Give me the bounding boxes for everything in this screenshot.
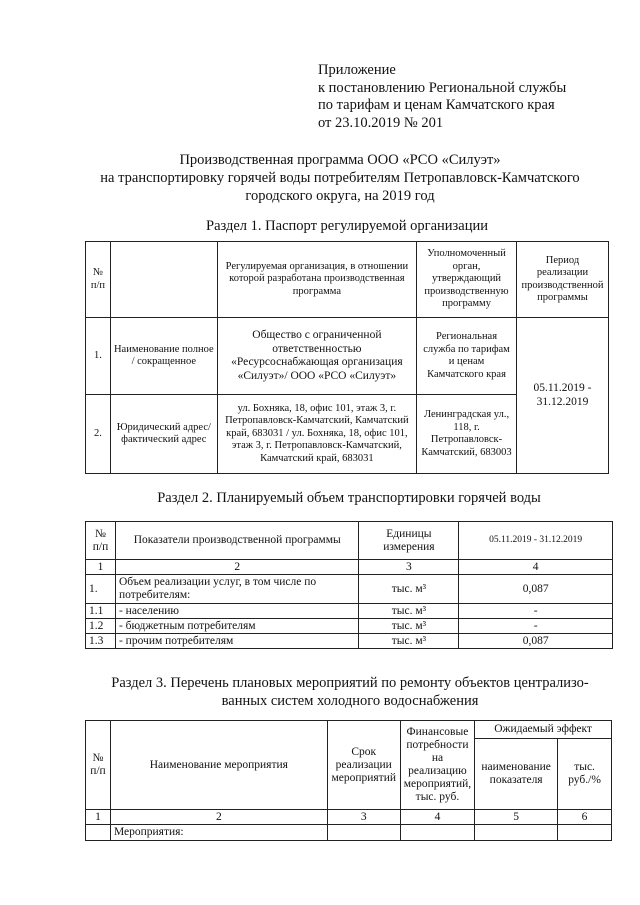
header-cell-authority: Уполномоченный орган, утверждающий производственную программу	[417, 242, 517, 318]
index-row	[86, 810, 612, 825]
row-value: -	[459, 619, 613, 634]
appendix-block	[318, 62, 566, 132]
row-name: - прочим потребителям	[115, 634, 359, 649]
header-cell-period: Период реализации производственной программы	[516, 242, 608, 318]
table-row	[86, 575, 613, 604]
row-num: 1.3	[86, 634, 116, 649]
index-cell: 3	[359, 560, 459, 575]
index-cell: 3	[327, 810, 400, 825]
title-line: городского округа, на 2019 год	[245, 188, 435, 204]
index-cell: 6	[558, 810, 612, 825]
index-cell: 5	[475, 810, 558, 825]
document-title	[60, 151, 620, 205]
appendix-line: по тарифам и ценам Камчатского края	[318, 97, 555, 113]
row-value: 0,087	[459, 575, 613, 604]
table-header-row	[86, 522, 613, 560]
header-cell-name: Наименование мероприятия	[110, 721, 327, 810]
section3-title-line: Раздел 3. Перечень плановых мероприятий по ремонту объектов централизо-	[111, 675, 589, 691]
row-effect-name	[475, 825, 558, 841]
row-name: - населению	[115, 604, 359, 619]
table-row	[86, 634, 613, 649]
table-row	[86, 318, 609, 395]
appendix-line: от 23.10.2019 № 201	[318, 114, 444, 131]
header-cell-effect-name: наименование показателя	[475, 739, 558, 810]
header-cell-period: 05.11.2019 - 31.12.2019	[459, 522, 613, 560]
events-table	[85, 720, 612, 841]
header-cell-effect: Ожидаемый эффект	[475, 721, 612, 739]
table-row	[86, 604, 613, 619]
period-cell: 05.11.2019 - 31.12.2019	[516, 318, 608, 474]
section3-title	[60, 674, 640, 710]
row-name: - бюджетным потребителям	[115, 619, 359, 634]
table-row	[86, 619, 613, 634]
appendix-line: к постановлению Региональной службы	[318, 79, 567, 96]
header-cell-num: № п/п	[86, 721, 111, 810]
row-value: -	[459, 604, 613, 619]
row-num: 2.	[86, 395, 111, 474]
header-cell-indicator: Показатели производственной программы	[115, 522, 359, 560]
appendix-line: Приложение	[318, 62, 396, 78]
row-authority: Региональная служба по тарифам и ценам Камчатского края	[417, 318, 517, 395]
table-row	[86, 825, 612, 841]
index-cell: 4	[400, 810, 474, 825]
events-label: Мероприятия:	[110, 825, 327, 841]
header-cell-num: № п/п	[86, 242, 111, 318]
row-num: 1.	[86, 318, 111, 395]
section1-title: Раздел 1. Паспорт регулируемой организации	[206, 218, 488, 234]
row-unit: тыс. м³	[359, 634, 459, 649]
row-value: 0,087	[459, 634, 613, 649]
header-cell-finance: Финансовые потребности на реализацию мероприятий, тыс. руб.	[400, 721, 474, 810]
row-term	[327, 825, 400, 841]
index-cell: 4	[459, 560, 613, 575]
row-num: 1.1	[86, 604, 116, 619]
row-name: Объем реализации услуг, в том числе по потребителям:	[115, 575, 359, 604]
header-cell-org: Регулируемая организация, в отношении которой разработана производственная программа	[217, 242, 416, 318]
header-cell-effect-value: тыс. руб./%	[558, 739, 612, 810]
row-value: Общество с ограниченной ответственностью «Ресурсоснабжающая организация «Силуэт»/ ООО «РСО «Силуэт»	[217, 318, 416, 395]
row-label: Юридический адрес/фактический адрес	[110, 395, 217, 474]
header-cell-term: Срок реализации мероприятий	[327, 721, 400, 810]
row-unit: тыс. м³	[359, 604, 459, 619]
row-num	[86, 825, 111, 841]
volume-table	[85, 521, 613, 649]
passport-table	[85, 241, 609, 474]
row-value: ул. Бохняка, 18, офис 101, этаж 3, г. Петропавловск-Камчатский, Камчатский край, 683031 / ул. Бохняка, 18, офис 101, этаж 3, г. Петропавловск-Камчатский, Камчатский край, 683031	[217, 395, 416, 474]
index-cell: 2	[110, 810, 327, 825]
table-header-row	[86, 721, 612, 739]
section2-title: Раздел 2. Планируемый объем транспортировки горячей воды	[157, 490, 541, 506]
title-line: Производственная программа ООО «РСО «Силуэт»	[179, 152, 501, 168]
row-unit: тыс. м³	[359, 619, 459, 634]
header-cell-empty	[110, 242, 217, 318]
row-num: 1.	[86, 575, 116, 604]
index-cell: 1	[86, 560, 116, 575]
row-num: 1.2	[86, 619, 116, 634]
index-cell: 2	[115, 560, 359, 575]
row-authority: Ленинградская ул., 118, г. Петропавловск-Камчатский, 683003	[417, 395, 517, 474]
row-label: Наименование полное / сокращенное	[110, 318, 217, 395]
row-finance	[400, 825, 474, 841]
header-cell-num: № п/п	[86, 522, 116, 560]
header-cell-unit: Единицы измерения	[359, 522, 459, 560]
index-cell: 1	[86, 810, 111, 825]
section3-title-line: ванных систем холодного водоснабжения	[221, 693, 479, 709]
index-row	[86, 560, 613, 575]
row-effect-value	[558, 825, 612, 841]
table-header-row	[86, 242, 609, 318]
row-unit: тыс. м³	[359, 575, 459, 604]
title-line: на транспортировку горячей воды потребителям Петропавловск-Камчатского	[100, 170, 580, 186]
